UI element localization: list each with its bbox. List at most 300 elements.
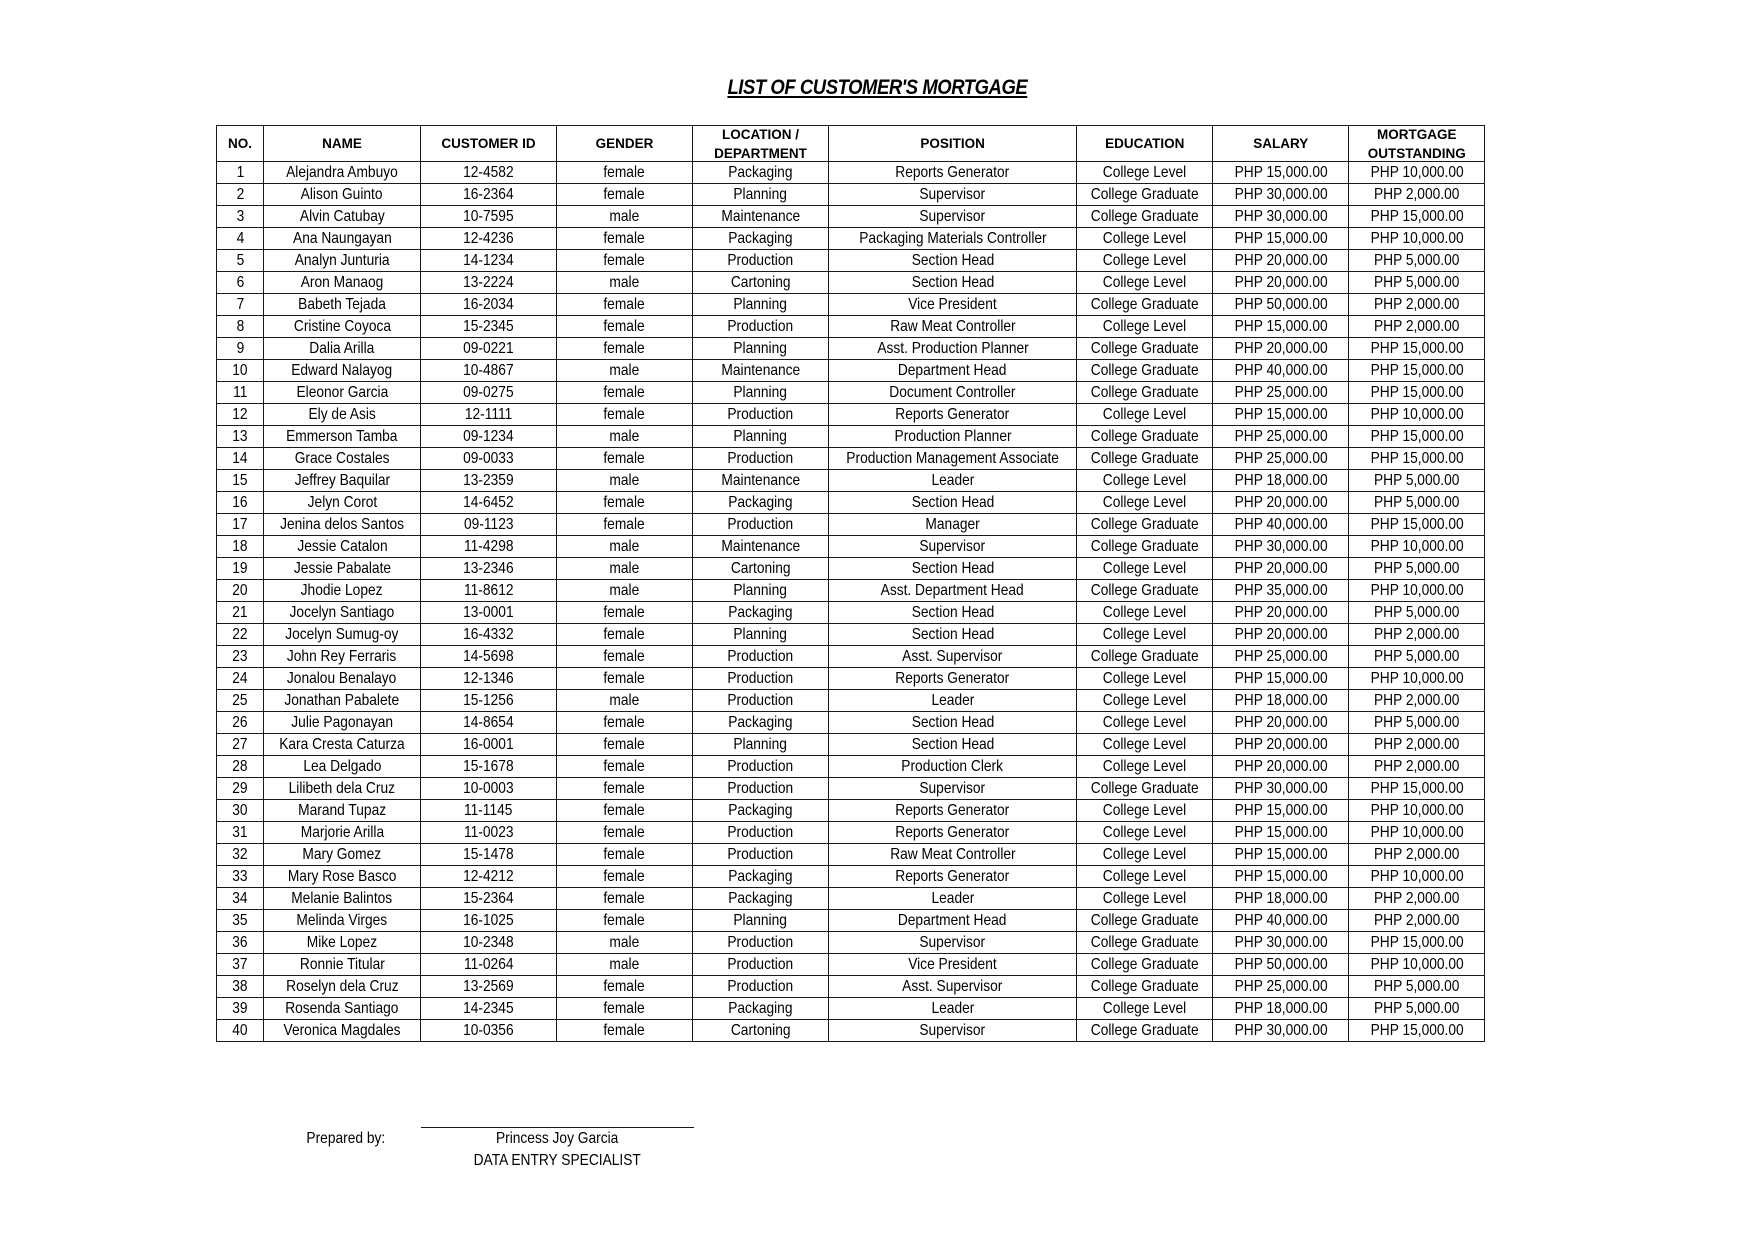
table-row: [217, 844, 1485, 866]
cell-location: [693, 954, 829, 976]
cell-text: female: [603, 758, 646, 775]
cell-text: PHP 10,000.00: [1370, 582, 1464, 599]
cell-text: female: [603, 736, 646, 753]
cell-position: [829, 1020, 1077, 1042]
cell-text: College Level: [1103, 604, 1187, 621]
cell-text: PHP 20,000.00: [1234, 560, 1328, 577]
cell-mortgage-outstanding: [1349, 426, 1485, 448]
cell-education: [1077, 932, 1213, 954]
cell-text: Reports Generator: [895, 868, 1010, 885]
cell-education: [1077, 470, 1213, 492]
cell-position: [829, 316, 1077, 338]
cell-gender: [557, 800, 693, 822]
cell-text: Reports Generator: [895, 824, 1010, 841]
cell-text: 20: [232, 582, 248, 599]
cell-text: Supervisor: [919, 208, 986, 225]
cell-no: [217, 932, 264, 954]
cell-text: Packaging: [728, 802, 793, 819]
cell-text: female: [603, 670, 646, 687]
cell-customer-id: [421, 954, 557, 976]
cell-text: Analyn Junturia: [294, 252, 390, 269]
cell-customer-id: [421, 426, 557, 448]
cell-no: [217, 646, 264, 668]
cell-text: PHP 10,000.00: [1370, 538, 1464, 555]
cell-gender: [557, 360, 693, 382]
cell-text: Production: [727, 758, 794, 775]
cell-customer-id: [421, 888, 557, 910]
cell-mortgage-outstanding: [1349, 272, 1485, 294]
cell-text: 14-5698: [463, 648, 514, 665]
cell-text: 1: [236, 164, 244, 181]
table-row: [217, 734, 1485, 756]
cell-text: female: [603, 846, 646, 863]
cell-gender: [557, 712, 693, 734]
cell-text: Reports Generator: [895, 670, 1010, 687]
cell-position: [829, 580, 1077, 602]
cell-location: [693, 866, 829, 888]
cell-salary: [1213, 184, 1349, 206]
cell-text: 14: [232, 450, 248, 467]
cell-customer-id: [421, 778, 557, 800]
cell-customer-id: [421, 602, 557, 624]
cell-text: male: [609, 582, 640, 599]
cell-position: [829, 910, 1077, 932]
cell-customer-id: [421, 514, 557, 536]
cell-name: [264, 294, 421, 316]
cell-name: [264, 250, 421, 272]
col-header-label: SALARY: [1253, 136, 1309, 151]
cell-text: Planning: [733, 186, 788, 203]
cell-text: Edward Nalayog: [291, 362, 393, 379]
cell-text: PHP 15,000.00: [1234, 406, 1328, 423]
cell-text: College Graduate: [1090, 956, 1199, 973]
cell-no: [217, 228, 264, 250]
cell-text: PHP 20,000.00: [1234, 604, 1328, 621]
cell-position: [829, 822, 1077, 844]
table-row: [217, 536, 1485, 558]
cell-text: 12-4236: [463, 230, 514, 247]
cell-text: College Graduate: [1090, 384, 1199, 401]
cell-text: Roselyn dela Cruz: [285, 978, 399, 995]
cell-text: PHP 15,000.00: [1234, 868, 1328, 885]
cell-education: [1077, 690, 1213, 712]
cell-text: College Graduate: [1090, 296, 1199, 313]
cell-customer-id: [421, 206, 557, 228]
cell-text: 13-2346: [463, 560, 514, 577]
cell-education: [1077, 800, 1213, 822]
cell-text: Packaging: [728, 890, 793, 907]
cell-position: [829, 404, 1077, 426]
cell-text: Jelyn Corot: [307, 494, 377, 511]
cell-text: 16-2034: [463, 296, 514, 313]
cell-mortgage-outstanding: [1349, 844, 1485, 866]
cell-mortgage-outstanding: [1349, 536, 1485, 558]
cell-text: PHP 25,000.00: [1234, 428, 1328, 445]
cell-name: [264, 1020, 421, 1042]
cell-text: female: [603, 406, 646, 423]
cell-education: [1077, 1020, 1213, 1042]
cell-text: PHP 18,000.00: [1234, 472, 1328, 489]
cell-education: [1077, 844, 1213, 866]
cell-salary: [1213, 646, 1349, 668]
cell-text: Ana Naungayan: [292, 230, 392, 247]
cell-text: Maintenance: [721, 472, 800, 489]
cell-text: PHP 15,000.00: [1234, 164, 1328, 181]
cell-mortgage-outstanding: [1349, 690, 1485, 712]
cell-education: [1077, 382, 1213, 404]
cell-salary: [1213, 580, 1349, 602]
cell-salary: [1213, 954, 1349, 976]
cell-text: Leader: [931, 692, 975, 709]
cell-customer-id: [421, 338, 557, 360]
col-header-label: POSITION: [920, 136, 985, 151]
cell-gender: [557, 778, 693, 800]
cell-customer-id: [421, 712, 557, 734]
cell-position: [829, 360, 1077, 382]
cell-text: Production: [727, 648, 794, 665]
cell-education: [1077, 426, 1213, 448]
cell-text: PHP 10,000.00: [1370, 868, 1464, 885]
cell-customer-id: [421, 646, 557, 668]
cell-text: Manager: [925, 516, 980, 533]
cell-text: 18: [232, 538, 248, 555]
cell-salary: [1213, 272, 1349, 294]
cell-text: Production: [727, 318, 794, 335]
preparer-name: [421, 1130, 694, 1148]
cell-text: 26: [232, 714, 248, 731]
cell-mortgage-outstanding: [1349, 1020, 1485, 1042]
cell-no: [217, 338, 264, 360]
table-row: [217, 492, 1485, 514]
cell-salary: [1213, 162, 1349, 184]
table-row: [217, 822, 1485, 844]
cell-location: [693, 338, 829, 360]
col-header-label: CUSTOMER ID: [441, 136, 536, 151]
cell-text: Section Head: [911, 604, 994, 621]
cell-education: [1077, 338, 1213, 360]
cell-text: male: [609, 934, 640, 951]
cell-position: [829, 712, 1077, 734]
col-header-mortgage: [1349, 126, 1485, 162]
cell-location: [693, 778, 829, 800]
cell-location: [693, 910, 829, 932]
cell-position: [829, 954, 1077, 976]
cell-text: 23: [232, 648, 248, 665]
table-row: [217, 602, 1485, 624]
cell-text: PHP 5,000.00: [1374, 494, 1460, 511]
cell-text: PHP 18,000.00: [1234, 692, 1328, 709]
cell-text: PHP 10,000.00: [1370, 670, 1464, 687]
cell-text: female: [603, 340, 646, 357]
cell-text: female: [603, 296, 646, 313]
cell-text: 36: [232, 934, 248, 951]
col-header-label: NO.: [227, 136, 252, 151]
cell-text: Cartoning: [730, 1022, 791, 1039]
cell-location: [693, 536, 829, 558]
cell-mortgage-outstanding: [1349, 800, 1485, 822]
cell-no: [217, 624, 264, 646]
cell-location: [693, 228, 829, 250]
cell-customer-id: [421, 580, 557, 602]
cell-text: female: [603, 164, 646, 181]
cell-text: College Graduate: [1090, 1022, 1199, 1039]
cell-mortgage-outstanding: [1349, 866, 1485, 888]
cell-text: PHP 5,000.00: [1374, 648, 1460, 665]
cell-name: [264, 514, 421, 536]
cell-text: Packaging: [728, 494, 793, 511]
cell-no: [217, 514, 264, 536]
cell-no: [217, 690, 264, 712]
cell-location: [693, 492, 829, 514]
cell-text: Production: [727, 934, 794, 951]
cell-text: 38: [232, 978, 248, 995]
cell-text: Planning: [733, 912, 788, 929]
cell-gender: [557, 756, 693, 778]
cell-no: [217, 558, 264, 580]
cell-name: [264, 778, 421, 800]
cell-text: Jocelyn Santiago: [289, 604, 395, 621]
cell-text: Packaging: [728, 230, 793, 247]
cell-position: [829, 756, 1077, 778]
table-row: [217, 910, 1485, 932]
cell-text: 10-0356: [463, 1022, 514, 1039]
cell-education: [1077, 602, 1213, 624]
cell-mortgage-outstanding: [1349, 360, 1485, 382]
cell-text: 2: [236, 186, 244, 203]
cell-text: Cristine Coyoca: [293, 318, 391, 335]
cell-mortgage-outstanding: [1349, 448, 1485, 470]
cell-text: Maintenance: [721, 538, 800, 555]
cell-text: Production: [727, 406, 794, 423]
cell-text: Jhodie Lopez: [301, 582, 383, 599]
cell-text: PHP 5,000.00: [1374, 274, 1460, 291]
cell-location: [693, 382, 829, 404]
col-header-label: EDUCATION: [1105, 136, 1185, 151]
cell-no: [217, 470, 264, 492]
table-header: [217, 126, 1485, 162]
cell-text: Lilibeth dela Cruz: [288, 780, 396, 797]
cell-name: [264, 712, 421, 734]
cell-text: PHP 20,000.00: [1234, 274, 1328, 291]
cell-text: 3: [236, 208, 244, 225]
cell-no: [217, 250, 264, 272]
cell-education: [1077, 162, 1213, 184]
cell-text: College Level: [1103, 868, 1187, 885]
cell-name: [264, 668, 421, 690]
cell-text: College Level: [1103, 406, 1187, 423]
cell-text: female: [603, 1000, 646, 1017]
cell-text: PHP 25,000.00: [1234, 450, 1328, 467]
table-row: [217, 756, 1485, 778]
cell-salary: [1213, 998, 1349, 1020]
col-header-salary: [1213, 126, 1349, 162]
cell-text: Asst. Supervisor: [902, 978, 1003, 995]
cell-text: female: [603, 1022, 646, 1039]
cell-customer-id: [421, 162, 557, 184]
cell-text: College Level: [1103, 824, 1187, 841]
cell-name: [264, 316, 421, 338]
cell-text: 16: [232, 494, 248, 511]
cell-mortgage-outstanding: [1349, 822, 1485, 844]
cell-text: male: [609, 274, 640, 291]
cell-salary: [1213, 888, 1349, 910]
cell-no: [217, 162, 264, 184]
cell-gender: [557, 602, 693, 624]
cell-text: College Level: [1103, 890, 1187, 907]
cell-text: Lea Delgado: [302, 758, 382, 775]
cell-mortgage-outstanding: [1349, 580, 1485, 602]
cell-name: [264, 162, 421, 184]
cell-text: 11-8612: [463, 582, 514, 599]
cell-text: Production: [727, 450, 794, 467]
cell-no: [217, 822, 264, 844]
cell-customer-id: [421, 844, 557, 866]
cell-text: 6: [236, 274, 244, 291]
cell-text: female: [603, 252, 646, 269]
cell-text: 32: [232, 846, 248, 863]
cell-gender: [557, 624, 693, 646]
cell-education: [1077, 206, 1213, 228]
cell-text: Department Head: [898, 362, 1007, 379]
table-row: [217, 360, 1485, 382]
cell-location: [693, 514, 829, 536]
col-header-label: NAME: [322, 136, 362, 151]
cell-text: Maintenance: [721, 362, 800, 379]
cell-salary: [1213, 426, 1349, 448]
cell-salary: [1213, 800, 1349, 822]
cell-name: [264, 360, 421, 382]
cell-location: [693, 470, 829, 492]
cell-text: Production: [727, 516, 794, 533]
cell-mortgage-outstanding: [1349, 646, 1485, 668]
cell-text: 10-4867: [463, 362, 514, 379]
cell-name: [264, 492, 421, 514]
cell-gender: [557, 558, 693, 580]
cell-location: [693, 624, 829, 646]
cell-mortgage-outstanding: [1349, 294, 1485, 316]
cell-position: [829, 888, 1077, 910]
cell-text: PHP 30,000.00: [1234, 186, 1328, 203]
cell-text: 15-1256: [463, 692, 514, 709]
cell-customer-id: [421, 1020, 557, 1042]
cell-text: 15-2364: [463, 890, 514, 907]
cell-text: College Level: [1103, 252, 1187, 269]
cell-gender: [557, 998, 693, 1020]
cell-text: PHP 15,000.00: [1370, 934, 1464, 951]
cell-gender: [557, 426, 693, 448]
cell-text: female: [603, 384, 646, 401]
cell-text: male: [609, 956, 640, 973]
cell-name: [264, 558, 421, 580]
cell-text: PHP 20,000.00: [1234, 736, 1328, 753]
cell-text: 12-4212: [463, 868, 514, 885]
table-row: [217, 800, 1485, 822]
cell-text: Packaging: [728, 604, 793, 621]
cell-text: male: [609, 208, 640, 225]
cell-text: Cartoning: [730, 560, 791, 577]
table-row: [217, 690, 1485, 712]
cell-text: female: [603, 802, 646, 819]
cell-mortgage-outstanding: [1349, 338, 1485, 360]
cell-text: PHP 15,000.00: [1370, 208, 1464, 225]
cell-name: [264, 338, 421, 360]
cell-salary: [1213, 976, 1349, 998]
cell-name: [264, 206, 421, 228]
table-row: [217, 294, 1485, 316]
cell-text: Kara Cresta Caturza: [279, 736, 405, 753]
cell-mortgage-outstanding: [1349, 382, 1485, 404]
cell-customer-id: [421, 734, 557, 756]
cell-no: [217, 536, 264, 558]
cell-text: PHP 2,000.00: [1374, 296, 1460, 313]
cell-no: [217, 800, 264, 822]
cell-text: PHP 40,000.00: [1234, 516, 1328, 533]
cell-text: female: [603, 824, 646, 841]
table-row: [217, 514, 1485, 536]
cell-text: PHP 15,000.00: [1370, 1022, 1464, 1039]
cell-text: Ely de Asis: [308, 406, 376, 423]
cell-text: Rosenda Santiago: [285, 1000, 399, 1017]
table-row: [217, 646, 1485, 668]
cell-text: 15: [232, 472, 248, 489]
cell-text: PHP 30,000.00: [1234, 934, 1328, 951]
cell-salary: [1213, 360, 1349, 382]
cell-salary: [1213, 844, 1349, 866]
cell-text: College Graduate: [1090, 934, 1199, 951]
cell-text: Planning: [733, 384, 788, 401]
cell-location: [693, 162, 829, 184]
cell-text: Production: [727, 978, 794, 995]
cell-education: [1077, 756, 1213, 778]
cell-customer-id: [421, 184, 557, 206]
cell-education: [1077, 492, 1213, 514]
cell-text: College Graduate: [1090, 208, 1199, 225]
cell-text: PHP 15,000.00: [1234, 230, 1328, 247]
cell-education: [1077, 250, 1213, 272]
cell-text: PHP 10,000.00: [1370, 230, 1464, 247]
cell-salary: [1213, 866, 1349, 888]
table-row: [217, 932, 1485, 954]
cell-gender: [557, 932, 693, 954]
cell-education: [1077, 712, 1213, 734]
cell-position: [829, 558, 1077, 580]
cell-text: 37: [232, 956, 248, 973]
cell-customer-id: [421, 998, 557, 1020]
cell-text: PHP 15,000.00: [1234, 846, 1328, 863]
cell-text: female: [603, 780, 646, 797]
cell-customer-id: [421, 470, 557, 492]
cell-location: [693, 184, 829, 206]
cell-text: PHP 5,000.00: [1374, 252, 1460, 269]
cell-customer-id: [421, 250, 557, 272]
cell-no: [217, 734, 264, 756]
cell-gender: [557, 866, 693, 888]
cell-position: [829, 162, 1077, 184]
cell-salary: [1213, 338, 1349, 360]
cell-text: female: [603, 604, 646, 621]
document-title-container: [0, 76, 1754, 100]
cell-gender: [557, 470, 693, 492]
cell-salary: [1213, 470, 1349, 492]
cell-text: College Level: [1103, 472, 1187, 489]
cell-text: male: [609, 560, 640, 577]
cell-text: PHP 50,000.00: [1234, 956, 1328, 973]
cell-customer-id: [421, 690, 557, 712]
cell-location: [693, 580, 829, 602]
cell-text: Raw Meat Controller: [889, 318, 1016, 335]
cell-text: Jonathan Pabalete: [284, 692, 400, 709]
cell-gender: [557, 228, 693, 250]
